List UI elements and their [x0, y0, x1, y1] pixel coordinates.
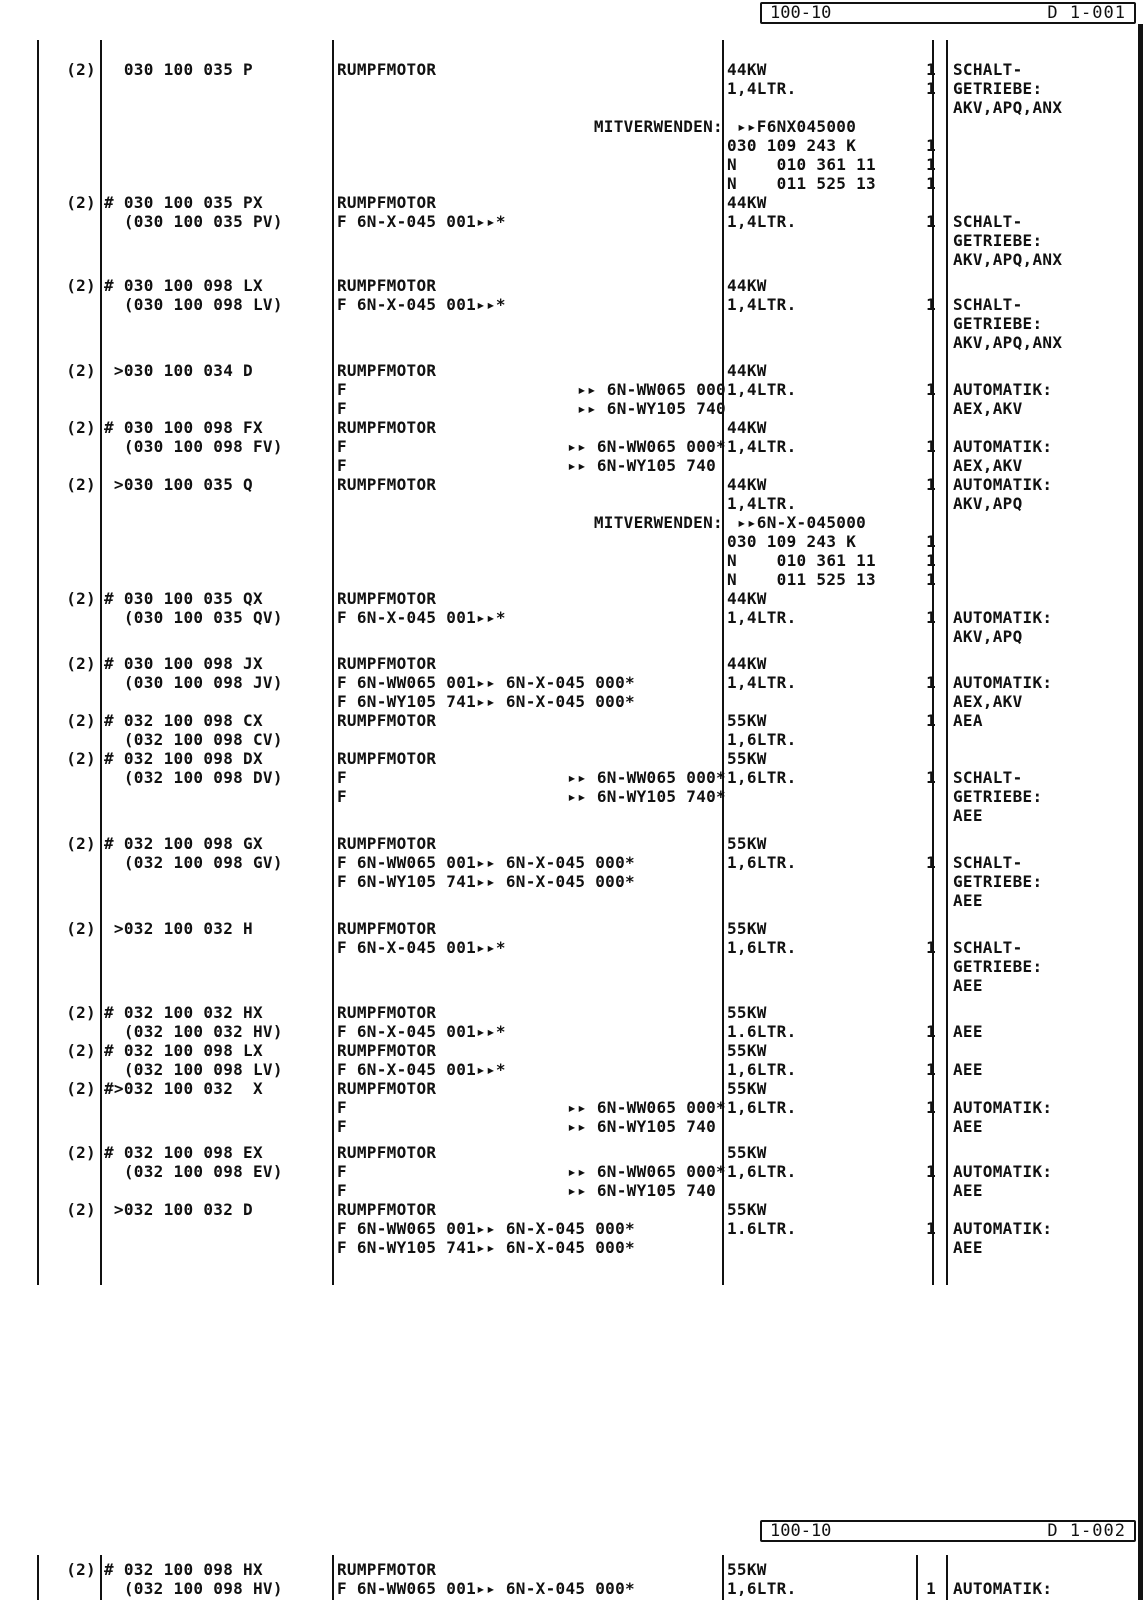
description: F 6N-WW065 001▸▸ 6N-X-045 000* — [337, 673, 635, 692]
specification: 1,6LTR. — [727, 1060, 797, 1079]
description: F 6N-X-045 001▸▸* — [337, 1060, 506, 1079]
column-rule-part — [332, 40, 334, 1285]
description-reference: ▸▸ 6N-WY105 740 — [567, 1181, 726, 1200]
description: RUMPFMOTOR — [337, 834, 437, 853]
part-number: # 032 100 098 CX — [104, 711, 263, 730]
description: F — [337, 768, 347, 787]
description: F 6N-X-045 001▸▸* — [337, 1022, 506, 1041]
description-reference: ▸▸ 6N-WW065 000* — [567, 437, 726, 456]
column-rule-qty — [946, 40, 948, 1285]
part-number: (032 100 098 GV) — [104, 853, 283, 872]
specification: N 011 525 13 — [727, 570, 876, 589]
row-index: (2) — [66, 749, 96, 768]
description: F 6N-X-045 001▸▸* — [337, 295, 506, 314]
part-number: (032 100 098 LV) — [104, 1060, 283, 1079]
remark: AKV,APQ,ANX — [953, 250, 1063, 269]
remark: AKV,APQ — [953, 494, 1023, 513]
description: F — [337, 437, 347, 456]
remark: SCHALT- — [953, 768, 1023, 787]
description-reference: ▸▸ 6N-WY105 740 — [567, 456, 726, 475]
remark: AEE — [953, 1181, 983, 1200]
part-number: >032 100 032 D — [104, 1200, 253, 1219]
description: RUMPFMOTOR — [337, 1200, 437, 1219]
remark: SCHALT- — [953, 212, 1023, 231]
description: RUMPFMOTOR — [337, 193, 437, 212]
quantity: 1 — [926, 475, 936, 494]
remark: AEE — [953, 891, 983, 910]
remark: AUTOMATIK: — [953, 1579, 1053, 1598]
specification: 1,4LTR. — [727, 79, 797, 98]
part-number: >030 100 035 Q — [104, 475, 253, 494]
remark: AEE — [953, 976, 983, 995]
quantity: 1 — [926, 437, 936, 456]
quantity: 1 — [926, 1579, 936, 1598]
specification: 55KW — [727, 1041, 767, 1060]
part-number: # 032 100 098 DX — [104, 749, 263, 768]
column-rule-idx-2 — [100, 1555, 102, 1600]
row-index: (2) — [66, 418, 96, 437]
part-number: # 030 100 035 PX — [104, 193, 263, 212]
part-number: (032 100 098 HV) — [104, 1579, 283, 1598]
column-rule-left-2 — [37, 1555, 39, 1600]
remark: AEE — [953, 1022, 983, 1041]
specification: 1,6LTR. — [727, 1579, 797, 1598]
specification: 44KW — [727, 60, 767, 79]
specification: 1.6LTR. — [727, 1022, 797, 1041]
specification: 1,4LTR. — [727, 380, 797, 399]
remark: AUTOMATIK: — [953, 1162, 1053, 1181]
specification: 44KW — [727, 276, 767, 295]
row-index: (2) — [66, 1041, 96, 1060]
section-number-2: 100-10 — [770, 1521, 832, 1541]
description: RUMPFMOTOR — [337, 276, 437, 295]
specification: 55KW — [727, 1200, 767, 1219]
description: F 6N-WY105 741▸▸ 6N-X-045 000* — [337, 1238, 635, 1257]
quantity: 1 — [926, 79, 936, 98]
remark: SCHALT- — [953, 853, 1023, 872]
quantity: 1 — [926, 1022, 936, 1041]
description: F — [337, 787, 347, 806]
column-rule-desc-2 — [722, 1555, 724, 1600]
quantity: 1 — [926, 136, 936, 155]
remark: SCHALT- — [953, 295, 1023, 314]
quantity: 1 — [926, 853, 936, 872]
quantity: 1 — [926, 1162, 936, 1181]
column-rule-qty-2 — [946, 1555, 948, 1600]
remark: AUTOMATIK: — [953, 475, 1053, 494]
specification: 44KW — [727, 418, 767, 437]
description: F — [337, 1117, 347, 1136]
specification: 1,6LTR. — [727, 938, 797, 957]
column-rule-part-2 — [332, 1555, 334, 1600]
part-number: (030 100 035 PV) — [104, 212, 283, 231]
row-index: (2) — [66, 361, 96, 380]
specification: 1,6LTR. — [727, 853, 797, 872]
part-number: (030 100 098 JV) — [104, 673, 283, 692]
specification: 1,4LTR. — [727, 494, 797, 513]
specification: 1.6LTR. — [727, 1219, 797, 1238]
part-number: # 032 100 032 HX — [104, 1003, 263, 1022]
specification: 1,6LTR. — [727, 768, 797, 787]
quantity: 1 — [926, 768, 936, 787]
description: RUMPFMOTOR — [337, 1003, 437, 1022]
quantity: 1 — [926, 295, 936, 314]
quantity: 1 — [926, 608, 936, 627]
description: RUMPFMOTOR — [337, 1079, 437, 1098]
remark: AUTOMATIK: — [953, 380, 1053, 399]
remark: AUTOMATIK: — [953, 1219, 1053, 1238]
row-index: (2) — [66, 193, 96, 212]
row-index: (2) — [66, 654, 96, 673]
part-number: (030 100 098 LV) — [104, 295, 283, 314]
part-number: #>032 100 032 X — [104, 1079, 263, 1098]
quantity: 1 — [926, 673, 936, 692]
specification: 1,6LTR. — [727, 730, 797, 749]
remark: SCHALT- — [953, 60, 1023, 79]
row-index: (2) — [66, 1560, 96, 1579]
remark: AEE — [953, 1117, 983, 1136]
section-number: 100-10 — [770, 3, 832, 23]
specification: 44KW — [727, 589, 767, 608]
description: F 6N-WW065 001▸▸ 6N-X-045 000* — [337, 853, 635, 872]
description: RUMPFMOTOR — [337, 1041, 437, 1060]
specification: ▸▸F6NX045000 — [727, 117, 857, 136]
description: F — [337, 456, 347, 475]
description-reference: ▸▸ 6N-WY105 740 — [577, 399, 726, 418]
row-index: (2) — [66, 919, 96, 938]
quantity: 1 — [926, 711, 936, 730]
part-number: # 030 100 098 JX — [104, 654, 263, 673]
description: RUMPFMOTOR — [337, 711, 437, 730]
specification: 55KW — [727, 834, 767, 853]
row-index: (2) — [66, 589, 96, 608]
description-reference: ▸▸ 6N-WY105 740 — [567, 1117, 726, 1136]
specification: 44KW — [727, 475, 767, 494]
remark: AUTOMATIK: — [953, 1098, 1053, 1117]
specification: 55KW — [727, 711, 767, 730]
quantity: 1 — [926, 532, 936, 551]
part-number: # 032 100 098 HX — [104, 1560, 263, 1579]
specification: 1,6LTR. — [727, 1162, 797, 1181]
part-number: # 032 100 098 LX — [104, 1041, 263, 1060]
description: F 6N-X-045 001▸▸* — [337, 212, 506, 231]
specification: 1,4LTR. — [727, 295, 797, 314]
description: RUMPFMOTOR — [337, 60, 437, 79]
remark: AKV,APQ — [953, 627, 1023, 646]
mitverwenden-label: MITVERWENDEN: — [593, 117, 723, 136]
remark: AEX,AKV — [953, 456, 1023, 475]
part-number: (032 100 098 EV) — [104, 1162, 283, 1181]
part-number: 030 100 035 P — [104, 60, 253, 79]
description: RUMPFMOTOR — [337, 749, 437, 768]
remark: AEE — [953, 1060, 983, 1079]
description: F — [337, 1181, 347, 1200]
page-number: D 1-001 — [1047, 3, 1126, 23]
row-index: (2) — [66, 60, 96, 79]
part-number: (032 100 098 CV) — [104, 730, 283, 749]
remark: AKV,APQ,ANX — [953, 98, 1063, 117]
specification: 44KW — [727, 654, 767, 673]
remark: AEA — [953, 711, 983, 730]
remark: AUTOMATIK: — [953, 437, 1053, 456]
description-reference: ▸▸ 6N-WW065 000* — [567, 1098, 726, 1117]
description: F — [337, 1098, 347, 1117]
remark: AUTOMATIK: — [953, 608, 1053, 627]
description: RUMPFMOTOR — [337, 418, 437, 437]
part-number: (030 100 035 QV) — [104, 608, 283, 627]
specification: N 010 361 11 — [727, 155, 876, 174]
remark: AEE — [953, 1238, 983, 1257]
quantity: 1 — [926, 60, 936, 79]
remark: AUTOMATIK: — [953, 673, 1053, 692]
description: RUMPFMOTOR — [337, 475, 437, 494]
specification: 1,4LTR. — [727, 437, 797, 456]
description: RUMPFMOTOR — [337, 654, 437, 673]
specification: 55KW — [727, 749, 767, 768]
description-reference: ▸▸ 6N-WW065 000 — [577, 380, 726, 399]
row-index: (2) — [66, 276, 96, 295]
remark: SCHALT- — [953, 938, 1023, 957]
remark: AEE — [953, 806, 983, 825]
page-header-box — [760, 2, 1136, 24]
description: F — [337, 1162, 347, 1181]
description: RUMPFMOTOR — [337, 919, 437, 938]
part-number: >030 100 034 D — [104, 361, 253, 380]
specification: 55KW — [727, 1560, 767, 1579]
quantity: 1 — [926, 212, 936, 231]
specification: 1,4LTR. — [727, 608, 797, 627]
row-index: (2) — [66, 1003, 96, 1022]
description: RUMPFMOTOR — [337, 1560, 437, 1579]
remark: GETRIEBE: — [953, 872, 1043, 891]
description: F 6N-WW065 001▸▸ 6N-X-045 000* — [337, 1579, 635, 1598]
description: F 6N-WY105 741▸▸ 6N-X-045 000* — [337, 692, 635, 711]
specification: 44KW — [727, 361, 767, 380]
specification: 030 109 243 K — [727, 532, 857, 551]
description: RUMPFMOTOR — [337, 361, 437, 380]
part-number: (030 100 098 FV) — [104, 437, 283, 456]
quantity: 1 — [926, 155, 936, 174]
quantity: 1 — [926, 174, 936, 193]
specification: N 011 525 13 — [727, 174, 876, 193]
quantity: 1 — [926, 938, 936, 957]
specification: 44KW — [727, 193, 767, 212]
quantity: 1 — [926, 380, 936, 399]
specification: 030 109 243 K — [727, 136, 857, 155]
description-reference: ▸▸ 6N-WY105 740* — [567, 787, 726, 806]
description: F 6N-WW065 001▸▸ 6N-X-045 000* — [337, 1219, 635, 1238]
row-index: (2) — [66, 1200, 96, 1219]
description: F — [337, 399, 347, 418]
remark: GETRIEBE: — [953, 787, 1043, 806]
quantity: 1 — [926, 570, 936, 589]
row-index: (2) — [66, 711, 96, 730]
description: RUMPFMOTOR — [337, 589, 437, 608]
remark: AKV,APQ,ANX — [953, 333, 1063, 352]
remark: AEX,AKV — [953, 692, 1023, 711]
description: RUMPFMOTOR — [337, 1143, 437, 1162]
row-index: (2) — [66, 475, 96, 494]
part-number: (032 100 098 DV) — [104, 768, 283, 787]
column-rule-idx — [100, 40, 102, 1285]
remark: AEX,AKV — [953, 399, 1023, 418]
specification: N 010 361 11 — [727, 551, 876, 570]
remark: GETRIEBE: — [953, 314, 1043, 333]
part-number: # 030 100 098 FX — [104, 418, 263, 437]
specification: 55KW — [727, 1079, 767, 1098]
remark: GETRIEBE: — [953, 957, 1043, 976]
part-number: # 032 100 098 EX — [104, 1143, 263, 1162]
part-number: # 030 100 098 LX — [104, 276, 263, 295]
page-header-box-2 — [760, 1520, 1136, 1542]
description: F 6N-WY105 741▸▸ 6N-X-045 000* — [337, 872, 635, 891]
specification: 1,4LTR. — [727, 212, 797, 231]
specification: 55KW — [727, 1143, 767, 1162]
quantity: 1 — [926, 1219, 936, 1238]
description: F 6N-X-045 001▸▸* — [337, 608, 506, 627]
row-index: (2) — [66, 834, 96, 853]
quantity: 1 — [926, 1060, 936, 1079]
description: F 6N-X-045 001▸▸* — [337, 938, 506, 957]
description: F — [337, 380, 347, 399]
specification: 1,6LTR. — [727, 1098, 797, 1117]
description-reference: ▸▸ 6N-WW065 000* — [567, 1162, 726, 1181]
row-index: (2) — [66, 1079, 96, 1098]
mitverwenden-label: MITVERWENDEN: — [593, 513, 723, 532]
part-number: >032 100 032 H — [104, 919, 253, 938]
column-rule-right — [1138, 24, 1143, 1600]
quantity: 1 — [926, 1098, 936, 1117]
specification: 55KW — [727, 919, 767, 938]
specification: 55KW — [727, 1003, 767, 1022]
remark: GETRIEBE: — [953, 79, 1043, 98]
specification: ▸▸6N-X-045000 — [727, 513, 867, 532]
column-rule-left — [37, 40, 39, 1285]
part-number: # 032 100 098 GX — [104, 834, 263, 853]
remark: GETRIEBE: — [953, 231, 1043, 250]
specification: 1,4LTR. — [727, 673, 797, 692]
row-index: (2) — [66, 1143, 96, 1162]
part-number: # 030 100 035 QX — [104, 589, 263, 608]
part-number: (032 100 032 HV) — [104, 1022, 283, 1041]
quantity: 1 — [926, 551, 936, 570]
description-reference: ▸▸ 6N-WW065 000* — [567, 768, 726, 787]
page-number-2: D 1-002 — [1047, 1521, 1126, 1541]
